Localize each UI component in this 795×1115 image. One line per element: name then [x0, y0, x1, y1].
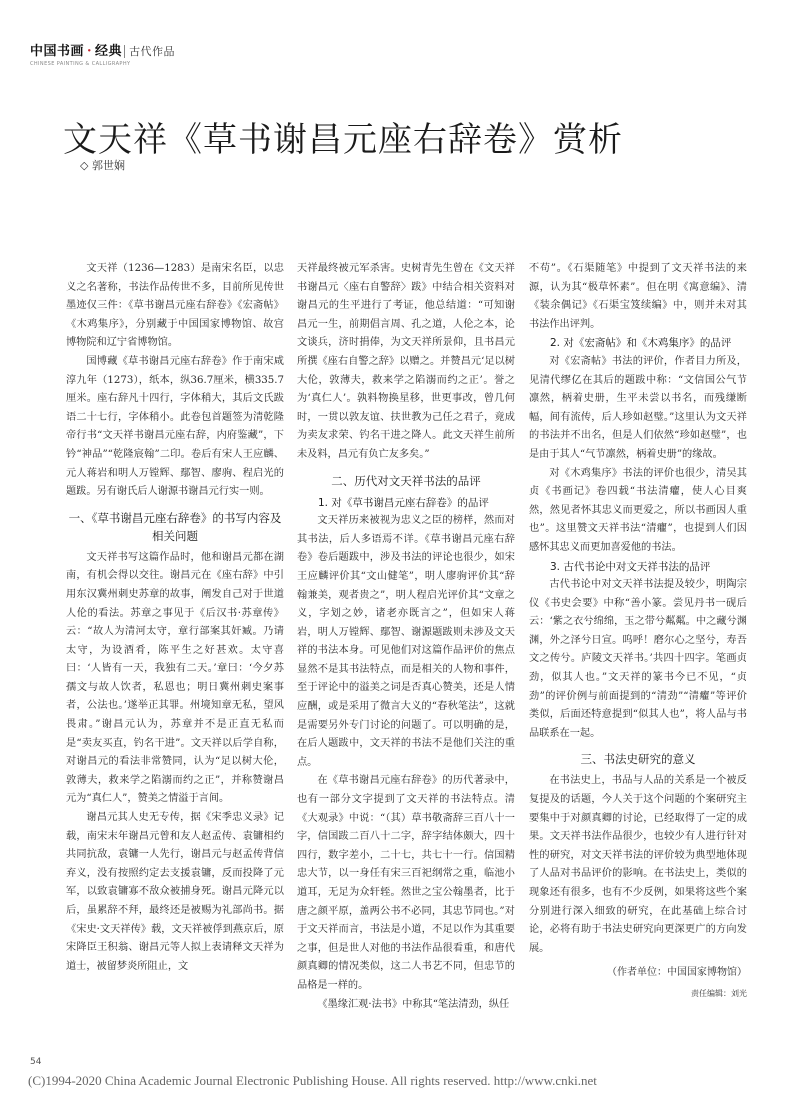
journal-brand-sub: 经典: [95, 44, 123, 59]
author-affiliation: （作者单位：中国国家博物馆）: [607, 967, 747, 979]
article-author: ◇ 郭世娴: [80, 159, 125, 172]
paragraph: 对《木鸡集序》书法的评价也很少，清吴其贞《书画记》卷四载“书法清癯，使人心目爽然，然见者怀其忠义而更爱之，所以书画因人重也”。这里赞文天祥书法“清癯”，也提到人们因感怀其忠义而更加喜爱他的书法。: [529, 467, 747, 553]
paragraph: 谢昌元其人史无专传，据《宋季忠义录》记载，南宋末年谢昌元曾和友人赵孟传、袁镛相约共同抗敌，袁镛一人先行，谢昌元与赵孟传背信弃义，没有按照约定去支援袁镛，反而投降了元军，以致袁镛寡不敌众被捕身死。谢昌元降元以后，虽累辞不拜，最终还是被赐为礼部尚书。据《宋史·文天祥传》载，文天祥被俘到燕京后，原宋降臣王积翁、谢昌元等人拟上表请释文天祥为道士，被留梦炎所阻止，文: [66, 812, 284, 972]
subsection-heading: 2. 对《宏斋帖》和《木鸡集序》的品评: [550, 337, 732, 350]
section-heading: 三、书法史研究的意义: [580, 752, 696, 767]
paragraph: 天祥最终被元军杀害。史树青先生曾在《文天祥书谢昌元〈座右自警辞〉跋》中结合相关资料对谢昌元的生平进行了考证，他总结道：“可知谢昌元一生，前期倡言周、孔之道，人伦之本，论文谈兵，济时捐俸，为文天祥所景仰，且书昌元所撰《座右自警之辞》以赠之。并赞昌元‘足以树大伦，敦薄夫，救来学之陷溺而约之正’。誉之为‘真仁人’。孰料物换星移，世更事改，曾几何时，一贯以敦友谊、扶世教为己任之君子，竟成为卖友求荣、钓名干进之降人。此文天祥生前所未及料，昌元有负亡友多矣。”: [297, 263, 515, 460]
section-heading: 一、《草书谢昌元座右辞卷》的书写内容及相关问题: [68, 510, 282, 543]
subsection-heading: 3. 古代书论中对文天祥书法的品评: [550, 560, 711, 573]
text-column-3: [529, 260, 747, 1004]
brand-separator: ·: [87, 44, 93, 59]
journal-brand-name: 中国书画: [30, 44, 85, 59]
paragraph: 在书法史上，书品与人品的关系是一个被反复提及的话题，今人关于这个问题的个案研究主要集中于对颜真卿的讨论，已经取得了一定的成果。文天祥书法作品很少，也较少有人进行针对性的研究，对文天祥书法的评价较为典型地体现了人品对书品评价的影响。在书法史上，类似的现象还有很多，也有不少反例，如果将这些个案分别进行深入细致的研究，在此基础上综合讨论，必将有助于书法史研究向更深更广的方向发展。: [529, 775, 747, 954]
journal-header: [30, 40, 175, 67]
text-column-2: [297, 260, 515, 1014]
paragraph: 在《草书谢昌元座右辞卷》的历代著录中，也有一部分文字提到了文天祥的书法特点。清《大观录》中说：“（其）草书敬斋辞三百八十一字，信国跋二百八十二字，辞字结体颇大，四十四行，数字差小，二十七，共七十一行。信国精忠大节，以一身任有宋三百祀纲常之重，临池小道耳，无足为众轩轾。然世之宝公翰墨者，比于唐之颜平原，盖两公书不必同，其忠节同也。”对于文天祥而言，书法是小道，不足以作为其重要之事，但是世人对他的书法作品很看重，和唐代颜真卿的情况类似，这二人书艺不同，但忠节的品格是一样的。: [297, 775, 515, 991]
subsection-heading: 1. 对《草书谢昌元座右辞卷》的品评: [318, 496, 489, 509]
responsible-editor: 责任编辑：刘光: [691, 988, 747, 998]
paragraph: 文天祥（1236—1283）是南宋名臣，以忠义之名著称，书法作品传世不多，目前所见传世墨迹仅三件：《草书谢昌元座右辞卷》《宏斋帖》《木鸡集序》，分别藏于中国国家博物馆、故宫博物院和辽宁省博物馆。: [66, 263, 284, 349]
section-label: 古代作品: [124, 45, 175, 58]
paragraph: 古代书论中对文天祥书法提及较少，明陶宗仪《书史会要》中称“善小篆。尝见丹书一砚后云：‘紫之衣兮绵绵，玉之带兮粼粼。中之藏兮渊渊，外之泽兮日宣。呜呼！磨尔心之坚兮，寿吾文之传兮。庐陵文天祥书。’共四十四字。笔画贞劲，似其人也。”文天祥的篆书今已不见，“贞劲”的评价例与前面提到的“清劲”“清癯”等评价类似，后面还特意提到“似其人也”，将人品与书品联系在一起。: [529, 579, 747, 739]
paragraph: 对《宏斋帖》书法的评价，作者目力所及，见清代缪亿在其后的题跋中称：“文信国公气节凛然，柄着史册，生平未尝以书名，而残缣断幅，间有流传，后人珍如赵璧。”这里认为文天祥的书法并不出名，但是人们依然“珍如赵璧”，也是由于其人“气节凛然，柄着史册”的缘故。: [529, 355, 747, 460]
paragraph: 国博藏《草书谢昌元座右辞卷》作于南宋咸淳九年（1273），纸本，纵36.7厘米，横335.7厘米。座右辞凡十四行，字体稍大，其后文氏跋语二十七行，字体稍小。此卷包首题签为清乾隆帝行书“文天祥书谢昌元座右辞，内府鉴藏”，下钤“神品”“乾隆宸翰”二印。卷后有宋人王应麟、元人蒋岩和明人万镗辉、鄢智、廖驹、程启光的题跋。另有谢氏后人谢源书谢昌元行实一则。: [66, 355, 284, 498]
page-number: 54: [30, 1057, 42, 1067]
text-column-1: [66, 260, 284, 976]
paragraph: 文天祥书写这篇作品时，他和谢昌元都在湖南，有机会得以交往。谢昌元在《座右辞》中引用东汉冀州刺史苏章的故事，阐发自己对于世道人伦的看法。苏章之事见于《后汉书·苏章传》云：“故人为清河太守，章行部案其奸臧。乃请太守，为设酒肴，陈平生之好甚欢。太守喜曰：‘人皆有一天，我独有二天。’章曰：‘今夕苏孺文与故人饮者，私恩也；明日冀州刺史案事者，公法也。’遂举正其罪。州境知章无私，望风畏肃。”谢昌元认为，苏章并不是正直无私而是“卖友买直，钓名干进”。文天祥以后学自称，对谢昌元的看法非常赞同，认为“足以树大伦，敦薄夫，救来学之陷溺而约之正”，并称赞谢昌元为“真仁人”，赞美之情溢于言间。: [66, 551, 284, 805]
copyright-footer: (C)1994-2020 China Academic Journal Electronic Publishing House. All rights reserved. http://www.cnki.net: [28, 1073, 597, 1088]
journal-brand: [30, 40, 175, 59]
article-title: 文天祥《草书谢昌元座右辞卷》赏析: [63, 120, 623, 160]
journal-brand-english: CHINESE PAINTING & CALLIGRAPHY: [30, 61, 131, 67]
paragraph: 《墨缘汇观·法书》中称其“笔法清劲，纵任: [317, 998, 510, 1010]
paragraph: 不苟”。《石渠随笔》中提到了文天祥书法的来源，认为其“极草怀素”。但在明《寓意编》、清《装余偶记》《石渠宝笈续编》中，则并未对其书法作出评判。: [529, 263, 747, 330]
section-heading: 二、历代对文天祥书法的品评: [331, 473, 481, 488]
paragraph: 文天祥历来被视为忠义之臣的榜样，然而对其书法，后人多语焉不详。《草书谢昌元座右辞卷》卷后题跋中，涉及书法的评论也很少，如宋王应麟评价其“文山健笔”，明人廖驹评价其“辞翰兼美，观者贵之”，明人程启光评价其“文章之义，字划之妙，诸老亦既言之”，但如宋人蒋岩，明人万镗辉、鄢智、谢源题跋则未涉及文天祥的书法本身。可见他们对这篇作品评价的焦点显然不是其书法特点，而是相关的人物和事件，至于评论中的溢美之词是否真心赞美，还是人情应酬，或是采用了微言大义的“春秋笔法”，这就是需要另外专门讨论的问题了。可以明确的是，在后人题跋中，文天祥的书法不是他们关注的重点。: [297, 515, 515, 768]
